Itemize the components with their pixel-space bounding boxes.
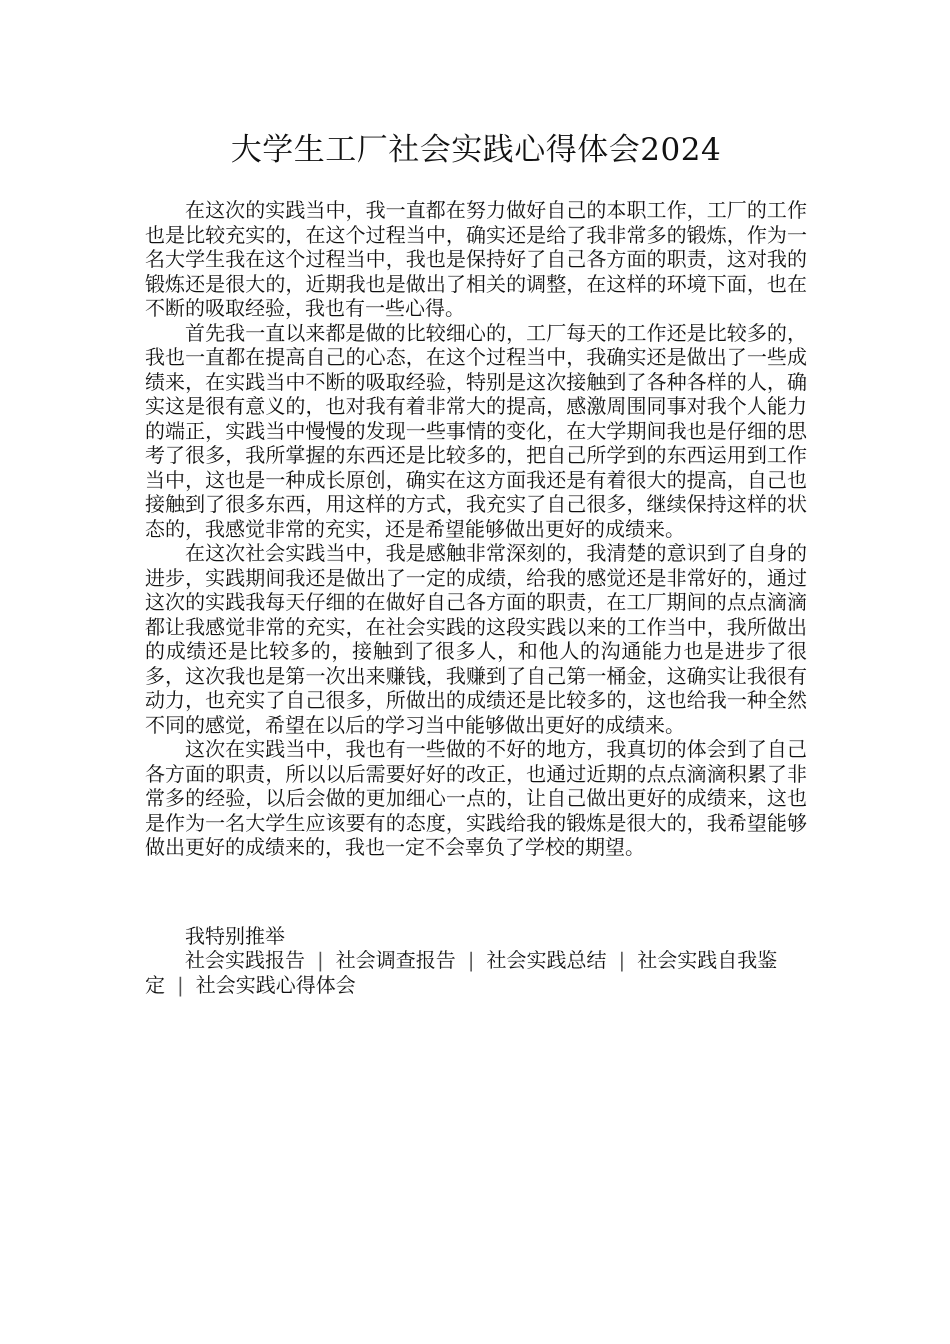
document-page bbox=[145, 128, 807, 997]
link-separator: | bbox=[177, 972, 184, 997]
document-title: 大学生工厂社会实践心得体会2024 bbox=[230, 132, 722, 168]
paragraph-3: 在这次社会实践当中，我是感触非常深刻的，我清楚的意识到了自身的进步，实践期间我还是做出了一定的成绩，给我的感觉还是非常好的，通过这次的实践我每天仔细的在做好自己各方面的职责，在工厂期间的点点滴滴都让我感觉非常的充实，在社会实践的这段实践以来的工作当中，我所做出的成绩还是比较多的，接触到了很多人，和他人的沟通能力也是进步了很多，这次我也是第一次出来赚钱，我赚到了自己第一桶金，这确实让我很有动力，也充实了自己很多，所做出的成绩还是比较多的，这也给我一种全然不同的感觉，希望在以后的学习当中能够做出更好的成绩来。 bbox=[145, 541, 807, 737]
recommend-links bbox=[145, 948, 807, 997]
paragraph-1: 在这次的实践当中，我一直都在努力做好自己的本职工作，工厂的工作也是比较充实的，在这个过程当中，确实还是给了我非常多的锻炼，作为一名大学生我在这个过程当中，我也是保持好了自己各方面的职责，这对我的锻炼还是很大的，近期我也是做出了相关的调整，在这样的环境下面，也在不断的吸取经验，我也有一些心得。 bbox=[145, 198, 807, 320]
link-separator: | bbox=[467, 948, 475, 972]
recommend-heading: 我特别推举 bbox=[185, 923, 285, 948]
paragraph-2: 首先我一直以来都是做的比较细心的，工厂每天的工作还是比较多的，我也一直都在提高自己的心态，在这个过程当中，我确实还是做出了一些成绩来，在实践当中不断的吸取经验，特别是这次接触到了各种各样的人，确实这是很有意义的，也对我有着非常大的提高，感激周围同事对我个人能力的端正，实践当中慢慢的发现一些事情的变化，在大学期间我也是仔细的思考了很多，我所掌握的东西还是比较多的，把自己所学到的东西运用到工作当中，这也是一种成长原创，确实在这方面我还是有着很大的提高，自己也接触到了很多东西，用这样的方式，我充实了自己很多，继续保持这样的状态的，我感觉非常的充实，还是希望能够做出更好的成绩来。 bbox=[145, 320, 807, 541]
link-social-survey-report[interactable]: 社会调查报告 bbox=[335, 948, 456, 972]
link-social-practice-self-assessment[interactable]: 社会实践自我鉴定 bbox=[145, 948, 778, 997]
link-social-practice-summary[interactable]: 社会实践总结 bbox=[486, 948, 607, 972]
link-social-practice-reflection[interactable]: 社会实践心得体会 bbox=[195, 972, 356, 997]
section-spacer bbox=[145, 860, 807, 924]
link-social-practice-report[interactable]: 社会实践报告 bbox=[185, 948, 305, 972]
paragraph-4: 这次在实践当中，我也有一些做的不好的地方，我真切的体会到了自己各方面的职责，所以以后需要好好的改正，也通过近期的点点滴滴积累了非常多的经验，以后会做的更加细心一点的，让自己做出更好的成绩来，这也是作为一名大学生应该要有的态度，实践给我的锻炼是很大的，我希望能够做出更好的成绩来的，我也一定不会辜负了学校的期望。 bbox=[145, 737, 807, 859]
link-separator: | bbox=[317, 948, 324, 972]
link-separator: | bbox=[618, 948, 626, 972]
